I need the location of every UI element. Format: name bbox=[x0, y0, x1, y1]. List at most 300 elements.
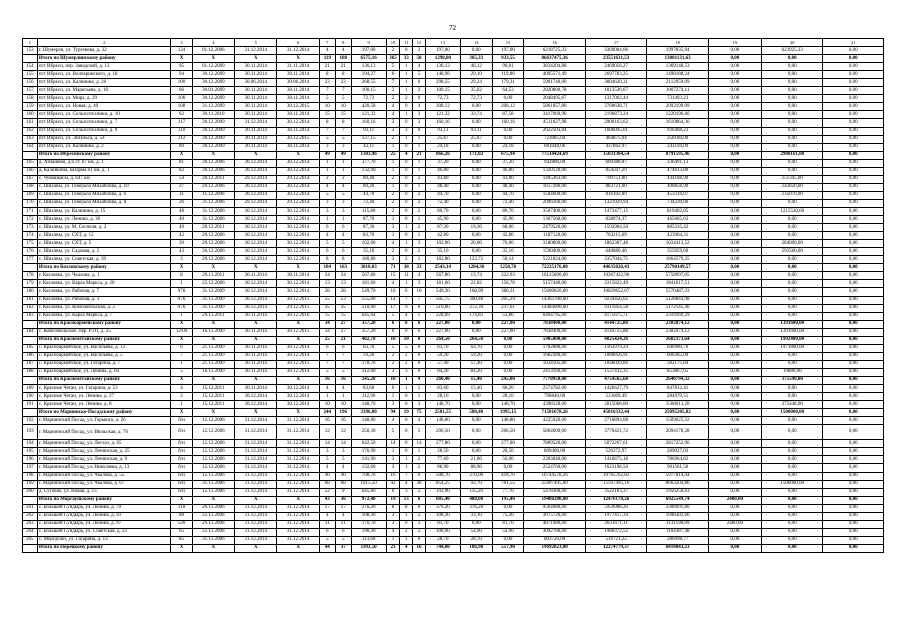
table-row bbox=[23, 95, 884, 103]
table-cell: 1 bbox=[335, 159, 351, 167]
table-cell: 3 bbox=[386, 456, 400, 464]
table-cell: 0,00 bbox=[761, 496, 823, 504]
table-cell: 124 bbox=[171, 47, 192, 55]
table-cell: 31.12.2014 bbox=[235, 119, 277, 127]
table-cell bbox=[23, 320, 38, 328]
table-cell: 5 bbox=[319, 368, 335, 376]
table-cell: 1 bbox=[413, 232, 426, 240]
table-cell: 0,00 bbox=[761, 352, 823, 360]
table-cell: 29.12.2015 bbox=[277, 304, 319, 312]
table-cell: 31.12.2014 bbox=[235, 425, 277, 440]
table-cell: 57,40 bbox=[460, 360, 492, 368]
table-cell: 0,00 bbox=[761, 224, 823, 232]
table-cell: 1258,78 bbox=[492, 264, 524, 272]
table-cell: 89 bbox=[171, 143, 192, 151]
table-cell: 12.12.2006 bbox=[192, 417, 234, 425]
table-cell: 38 bbox=[413, 480, 426, 488]
table-cell: 0,00 bbox=[823, 240, 884, 248]
table-cell: 6 bbox=[386, 385, 400, 393]
table-cell: 2 bbox=[386, 207, 400, 215]
table-cell: 1682280,00 bbox=[524, 352, 586, 360]
table-cell: 798840,00 bbox=[524, 393, 586, 401]
table-row bbox=[23, 393, 884, 401]
table-cell: 6 bbox=[386, 328, 400, 336]
table-cell: 0,00 bbox=[761, 103, 823, 111]
table-cell: 0 bbox=[400, 401, 413, 409]
table-row bbox=[23, 456, 884, 464]
table-cell: 1 bbox=[386, 159, 400, 167]
table-cell: 115,20 bbox=[460, 488, 492, 496]
table-cell: 0,00 bbox=[708, 488, 761, 496]
table-cell: 192,90 bbox=[425, 488, 460, 496]
table-cell: 0 bbox=[413, 95, 426, 103]
table-cell: 505,75 bbox=[425, 296, 460, 304]
table-cell: 0,00 bbox=[823, 127, 884, 135]
table-cell: 132,60 bbox=[351, 464, 386, 472]
table-cell: 0,00 bbox=[708, 264, 761, 272]
column-number-cell: 20 bbox=[761, 39, 823, 47]
table-row bbox=[23, 344, 884, 352]
table-cell: X bbox=[277, 376, 319, 384]
table-cell: 513069,49 bbox=[585, 393, 647, 401]
table-cell: 118 bbox=[171, 504, 192, 512]
report-sheet bbox=[22, 38, 884, 553]
table-cell: 1 bbox=[335, 167, 351, 175]
address-cell: г. Козловка, ул. Комсомольская, д. 2 bbox=[37, 304, 171, 312]
column-number-cell: 15 bbox=[492, 39, 524, 47]
table-cell: 1 bbox=[413, 135, 426, 143]
table-cell: 31.12.2014 bbox=[235, 464, 277, 472]
table-cell: 6494795,00 bbox=[524, 312, 586, 320]
table-row bbox=[23, 272, 884, 280]
table-cell: 0 bbox=[413, 352, 426, 360]
table-cell: 289027,03 bbox=[647, 448, 709, 456]
table-cell: 173 bbox=[23, 224, 38, 232]
table-cell: 0,00 bbox=[823, 175, 884, 183]
table-cell: 0,00 bbox=[708, 183, 761, 191]
table-cell: 4 bbox=[413, 272, 426, 280]
table-cell: 2480,00 bbox=[708, 520, 761, 528]
table-cell: 85 bbox=[171, 536, 192, 544]
table-cell: 37 bbox=[335, 544, 351, 552]
table-cell: 3369084,06 bbox=[585, 47, 647, 55]
table-cell: 10 bbox=[386, 376, 400, 384]
table-cell: 1 bbox=[386, 393, 400, 401]
table-cell: 0,00 bbox=[708, 207, 761, 215]
table-cell: 63,70 bbox=[460, 344, 492, 352]
table-cell: 5977814,44 bbox=[647, 472, 709, 480]
table-cell: 4225920,00 bbox=[524, 417, 586, 425]
table-cell: 0,00 bbox=[460, 393, 492, 401]
table-cell: 237,61 bbox=[492, 304, 524, 312]
table-cell: 8 bbox=[386, 504, 400, 512]
district-total-row bbox=[23, 151, 884, 159]
table-cell: 2 bbox=[319, 175, 335, 183]
table-cell: 58 bbox=[413, 55, 426, 63]
table-cell: 640880,40 bbox=[585, 248, 647, 256]
table-cell: 1498188,24 bbox=[647, 71, 709, 79]
table-cell: 0,00 bbox=[460, 191, 492, 199]
table-cell: 4 bbox=[335, 464, 351, 472]
table-cell: 16 bbox=[413, 544, 426, 552]
table-cell: 8 bbox=[335, 71, 351, 79]
table-cell: 0,00 bbox=[823, 191, 884, 199]
table-cell: 28,70 bbox=[460, 536, 492, 544]
table-cell: 0,00 bbox=[823, 143, 884, 151]
table-cell: 1187120,00 bbox=[524, 232, 586, 240]
table-cell: 0,00 bbox=[823, 183, 884, 191]
table-cell: 0,00 bbox=[761, 79, 823, 87]
table-cell: 31.12.2014 bbox=[277, 488, 319, 496]
table-cell: 0 bbox=[400, 320, 413, 328]
table-row bbox=[23, 368, 884, 376]
table-cell: 88,90 bbox=[460, 464, 492, 472]
table-cell: 0,00 bbox=[708, 95, 761, 103]
table-cell: 153 bbox=[23, 47, 38, 55]
table-cell: 136,13 bbox=[351, 63, 386, 71]
table-cell: 5 bbox=[335, 135, 351, 143]
table-cell: 4 bbox=[319, 385, 335, 393]
table-cell: 83,70 bbox=[351, 232, 386, 240]
table-cell: 26.12.2006 bbox=[192, 504, 234, 512]
table-cell: 1 bbox=[413, 256, 426, 264]
table-cell: 108,90 bbox=[425, 528, 460, 536]
table-cell: 192 bbox=[23, 417, 38, 425]
table-cell: 178 bbox=[23, 272, 38, 280]
table-cell: 0,00 bbox=[761, 464, 823, 472]
table-cell: 0,00 bbox=[708, 256, 761, 264]
table-cell: 375590,00 bbox=[761, 376, 823, 384]
table-cell: 59,20 bbox=[351, 352, 386, 360]
table-cell: 45016332,44 bbox=[585, 409, 647, 417]
table-cell: 30.12.2014 bbox=[235, 393, 277, 401]
table-cell: 510,00 bbox=[351, 304, 386, 312]
table-cell: 9 bbox=[400, 304, 413, 312]
table-cell: 0,00 bbox=[823, 71, 884, 79]
table-cell: 0,00 bbox=[761, 264, 823, 272]
table-row bbox=[23, 417, 884, 425]
address-cell: с. Красные Четаи, ул. Ленина, д. 27 bbox=[37, 393, 171, 401]
table-cell: 3768638,71 bbox=[585, 103, 647, 111]
table-cell: X bbox=[192, 151, 234, 159]
table-cell: 885335,42 bbox=[647, 224, 709, 232]
table-cell: 0,00 bbox=[823, 111, 884, 119]
table-cell: 21.12.2009 bbox=[192, 360, 234, 368]
table-cell: б/н bbox=[171, 417, 192, 425]
address-cell: г. Козловка, ул. Карла Маркса, д. 7 bbox=[37, 312, 171, 320]
table-cell: 42 bbox=[386, 480, 400, 488]
table-cell: 0,00 bbox=[708, 248, 761, 256]
table-cell: 181,60 bbox=[351, 280, 386, 288]
table-cell: 6 bbox=[413, 79, 426, 87]
table-cell: 1617280,00 bbox=[524, 183, 586, 191]
table-cell: 14 bbox=[335, 440, 351, 448]
table-cell: 976 bbox=[171, 296, 192, 304]
table-cell: 15597495,16 bbox=[585, 480, 647, 488]
table-cell: 3417069,90 bbox=[524, 111, 586, 119]
table-row bbox=[23, 71, 884, 79]
table-cell: 0,00 bbox=[708, 304, 761, 312]
table-cell: 0,00 bbox=[492, 127, 524, 135]
table-cell: 84,20 bbox=[425, 368, 460, 376]
table-cell: 8 bbox=[335, 119, 351, 127]
table-cell: 43,80 bbox=[425, 175, 460, 183]
table-cell: 42,80 bbox=[425, 232, 460, 240]
table-cell: 46,80 bbox=[425, 167, 460, 175]
address-cell: с. Шиханы, ул. Садовая, д. 2 bbox=[37, 248, 171, 256]
table-cell: 1500000,00 bbox=[761, 409, 823, 417]
table-cell: 0 bbox=[400, 159, 413, 167]
table-cell: 19880,00 bbox=[761, 368, 823, 376]
table-cell: 16 bbox=[319, 376, 335, 384]
table-cell: 0 bbox=[413, 344, 426, 352]
table-cell: 1048029,86 bbox=[585, 360, 647, 368]
table-cell: 102,00 bbox=[351, 240, 386, 248]
table-cell: 88 bbox=[171, 512, 192, 520]
table-cell: 0,00 bbox=[708, 393, 761, 401]
table-cell: 30.12.2015 bbox=[277, 296, 319, 304]
address-cell: д. Калинкина, казарма 81 км, д. 1 bbox=[37, 167, 171, 175]
table-cell: 0,00 bbox=[708, 536, 761, 544]
table-cell: 12274779,37 bbox=[585, 544, 647, 552]
table-cell: 1 bbox=[413, 143, 426, 151]
table-cell: 0,00 bbox=[708, 167, 761, 175]
table-cell: 245,00 bbox=[492, 376, 524, 384]
table-cell: 555,00 bbox=[351, 296, 386, 304]
address-cell: пгт Ибреси, ул. Энгельса, д. 54 bbox=[37, 135, 171, 143]
address-cell: с. Шиханы, ул. Советская, д. 39 bbox=[37, 256, 171, 264]
table-cell: 9564980,00 bbox=[524, 504, 586, 512]
address-cell: с. Красноармейское, ул. Васильева, д. 12 bbox=[37, 344, 171, 352]
table-cell: 30.11.2014 bbox=[235, 385, 277, 393]
table-cell: 30.11.2014 bbox=[277, 87, 319, 95]
table-cell: 31.12.2014 bbox=[277, 512, 319, 520]
table-cell: 10029652,67 bbox=[585, 288, 647, 296]
table-cell: 16 bbox=[386, 472, 400, 480]
table-cell: 0,00 bbox=[460, 448, 492, 456]
table-cell: 227,00 bbox=[425, 328, 460, 336]
table-cell: 31.11.2014 bbox=[277, 63, 319, 71]
table-cell: 30.11.2014 bbox=[277, 272, 319, 280]
table-cell: 0,00 bbox=[460, 248, 492, 256]
table-cell: 167 bbox=[23, 175, 38, 183]
table-cell: 30.12.2014 bbox=[277, 159, 319, 167]
table-cell: 0,00 bbox=[761, 472, 823, 480]
table-cell: 0 bbox=[400, 440, 413, 448]
table-cell: 2479520,00 bbox=[524, 224, 586, 232]
table-cell: 30.12.2014 bbox=[235, 216, 277, 224]
table-cell: 5 bbox=[413, 71, 426, 79]
table-cell: 0 bbox=[413, 127, 426, 135]
table-cell: 0,00 bbox=[708, 296, 761, 304]
table-cell: 0,00 bbox=[708, 385, 761, 393]
table-cell: 190 bbox=[23, 393, 38, 401]
table-cell: 3 bbox=[386, 127, 400, 135]
table-cell: 31.12.2006 bbox=[192, 207, 234, 215]
table-cell: 29.11.2006 bbox=[192, 520, 234, 528]
table-cell: 490858,90 bbox=[647, 183, 709, 191]
address-cell: с. Шиханы, ул. Генерала Михайлова, д. 10 bbox=[37, 183, 171, 191]
table-cell: 94 bbox=[171, 71, 192, 79]
table-cell: 75 bbox=[413, 409, 426, 417]
table-cell: X bbox=[171, 336, 192, 344]
address-cell: Итого по Порецкому району bbox=[37, 544, 171, 552]
table-cell: 0,00 bbox=[823, 63, 884, 71]
table-cell: 0,00 bbox=[460, 183, 492, 191]
table-cell: 2 bbox=[413, 528, 426, 536]
table-cell: 520372,97 bbox=[585, 448, 647, 456]
table-cell bbox=[23, 544, 38, 552]
table-cell: 156 bbox=[23, 79, 38, 87]
district-total-row bbox=[23, 409, 884, 417]
table-cell: 12.12.2006 bbox=[192, 472, 234, 480]
table-cell: 199 bbox=[23, 480, 38, 488]
table-cell: 81,70 bbox=[425, 520, 460, 528]
table-cell: 14 bbox=[413, 440, 426, 448]
address-cell: с. Красноармейское, ул. Ленина, д. 64 bbox=[37, 368, 171, 376]
table-cell: 0,00 bbox=[823, 296, 884, 304]
table-cell: 1977417,34 bbox=[585, 512, 647, 520]
table-cell: 165 bbox=[23, 159, 38, 167]
housing-program-table bbox=[22, 38, 884, 553]
table-cell: 0,00 bbox=[761, 71, 823, 79]
table-row bbox=[23, 401, 884, 409]
address-cell: пгт Ибреси, ул. Сельхозтехники, д. 10 bbox=[37, 111, 171, 119]
table-cell: 0,00 bbox=[823, 336, 884, 344]
table-cell: 0,00 bbox=[708, 504, 761, 512]
table-cell: 567,80 bbox=[351, 272, 386, 280]
table-cell: 1 bbox=[400, 79, 413, 87]
table-cell: 0 bbox=[400, 167, 413, 175]
table-cell: 55 bbox=[319, 296, 335, 304]
table-cell: 24 bbox=[319, 272, 335, 280]
table-cell: 25 bbox=[386, 151, 400, 159]
table-cell: 14363700,00 bbox=[524, 296, 586, 304]
table-cell: 30.12.2009 bbox=[192, 79, 234, 87]
table-cell: 184 bbox=[23, 328, 38, 336]
table-cell: 0,00 bbox=[708, 417, 761, 425]
table-cell: 235070,00 bbox=[761, 191, 823, 199]
table-cell: 854,25 bbox=[425, 480, 460, 488]
table-cell: 0,00 bbox=[761, 456, 823, 464]
table-cell: 31.12.2009 bbox=[192, 296, 234, 304]
table-cell: 30.12.2014 bbox=[277, 385, 319, 393]
column-number-cell: 13 bbox=[425, 39, 460, 47]
table-cell: 30.12.2014 bbox=[277, 240, 319, 248]
table-cell: 1 bbox=[386, 232, 400, 240]
table-cell: 21 bbox=[335, 336, 351, 344]
table-cell: 30.11.2014 bbox=[235, 328, 277, 336]
table-cell: 186 bbox=[23, 352, 38, 360]
table-cell: 9234456,02 bbox=[585, 296, 647, 304]
table-cell: 169 bbox=[23, 191, 38, 199]
table-cell: 163 bbox=[335, 264, 351, 272]
table-cell: 0,00 bbox=[823, 55, 884, 63]
table-cell: 0,00 bbox=[823, 512, 884, 520]
table-cell: 31.12.2014 bbox=[235, 448, 277, 456]
table-cell: 357,20 bbox=[351, 320, 386, 328]
table-cell: 193 bbox=[23, 425, 38, 440]
table-cell: 7770950,00 bbox=[524, 376, 586, 384]
table-cell: 29.12.2006 bbox=[192, 256, 234, 264]
address-cell: г. Мариинский Посад, ул. Ленинская, д. 25 bbox=[37, 448, 171, 456]
table-cell: 2900161,00 bbox=[761, 151, 823, 159]
table-cell: 6575,16 bbox=[351, 55, 386, 63]
table-cell: 9 bbox=[413, 472, 426, 480]
table-cell: 593560,00 bbox=[761, 248, 823, 256]
table-cell: 4 bbox=[400, 151, 413, 159]
table-cell: 883721,00 bbox=[585, 183, 647, 191]
table-cell: 284970,51 bbox=[647, 393, 709, 401]
table-cell: 4 bbox=[400, 544, 413, 552]
table-cell: 0 bbox=[413, 368, 426, 376]
table-cell: 1426627,79 bbox=[585, 385, 647, 393]
address-cell: с. Большой Сундырь, ул. Ленина, д. 79 bbox=[37, 504, 171, 512]
table-cell: 0,00 bbox=[708, 401, 761, 409]
table-cell: 0,00 bbox=[492, 360, 524, 368]
table-cell: 0,00 bbox=[823, 401, 884, 409]
table-cell: 13 bbox=[319, 280, 335, 288]
table-cell: X bbox=[235, 544, 277, 552]
table-cell: 48 bbox=[171, 207, 192, 215]
column-number-cell: 4 bbox=[192, 39, 234, 47]
table-cell: 4 bbox=[400, 312, 413, 320]
table-cell: 4 bbox=[171, 385, 192, 393]
table-cell: 15.12.2011 bbox=[192, 393, 234, 401]
table-cell: 8 bbox=[335, 256, 351, 264]
table-cell: 49 bbox=[319, 151, 335, 159]
table-cell: 189 bbox=[23, 385, 38, 393]
table-cell: X bbox=[235, 320, 277, 328]
table-cell: 29.11.2011 bbox=[192, 272, 234, 280]
table-cell: 0,00 bbox=[761, 520, 823, 528]
table-cell: 1369148,53 bbox=[647, 63, 709, 71]
table-cell: 24 bbox=[335, 272, 351, 280]
table-cell: 0,00 bbox=[708, 425, 761, 440]
table-cell: 43 bbox=[319, 496, 335, 504]
table-cell: 141,90 bbox=[351, 456, 386, 464]
table-cell: 86637475,36 bbox=[524, 55, 586, 63]
table-cell: 1 bbox=[413, 448, 426, 456]
column-number-cell: 1 bbox=[23, 39, 38, 47]
table-cell: 31.12.2014 bbox=[235, 536, 277, 544]
table-cell: 62 bbox=[171, 111, 192, 119]
table-cell: 19 bbox=[386, 496, 400, 504]
table-cell: 0 bbox=[400, 119, 413, 127]
table-cell: 0,00 bbox=[823, 320, 884, 328]
table-cell: 197 bbox=[23, 464, 38, 472]
table-cell: 3 bbox=[386, 401, 400, 409]
table-cell: 1 bbox=[335, 393, 351, 401]
table-row bbox=[23, 385, 884, 393]
table-cell: 2302074,12 bbox=[647, 328, 709, 336]
table-cell: 2 bbox=[386, 199, 400, 207]
table-cell: 4 bbox=[319, 183, 335, 191]
table-cell: 437862,97 bbox=[585, 143, 647, 151]
table-cell: 1 bbox=[171, 401, 192, 409]
table-cell: 0,00 bbox=[823, 312, 884, 320]
table-cell: 10 bbox=[319, 103, 335, 111]
table-cell: 115,80 bbox=[351, 207, 386, 215]
table-cell: 15 bbox=[319, 111, 335, 119]
table-cell: 5 bbox=[335, 240, 351, 248]
table-cell: 30.06.2014 bbox=[235, 79, 277, 87]
table-cell: 0,00 bbox=[460, 103, 492, 111]
table-cell: 117 bbox=[171, 119, 192, 127]
table-cell: X bbox=[235, 264, 277, 272]
table-cell: 184 bbox=[319, 264, 335, 272]
table-cell: 0,00 bbox=[492, 95, 524, 103]
